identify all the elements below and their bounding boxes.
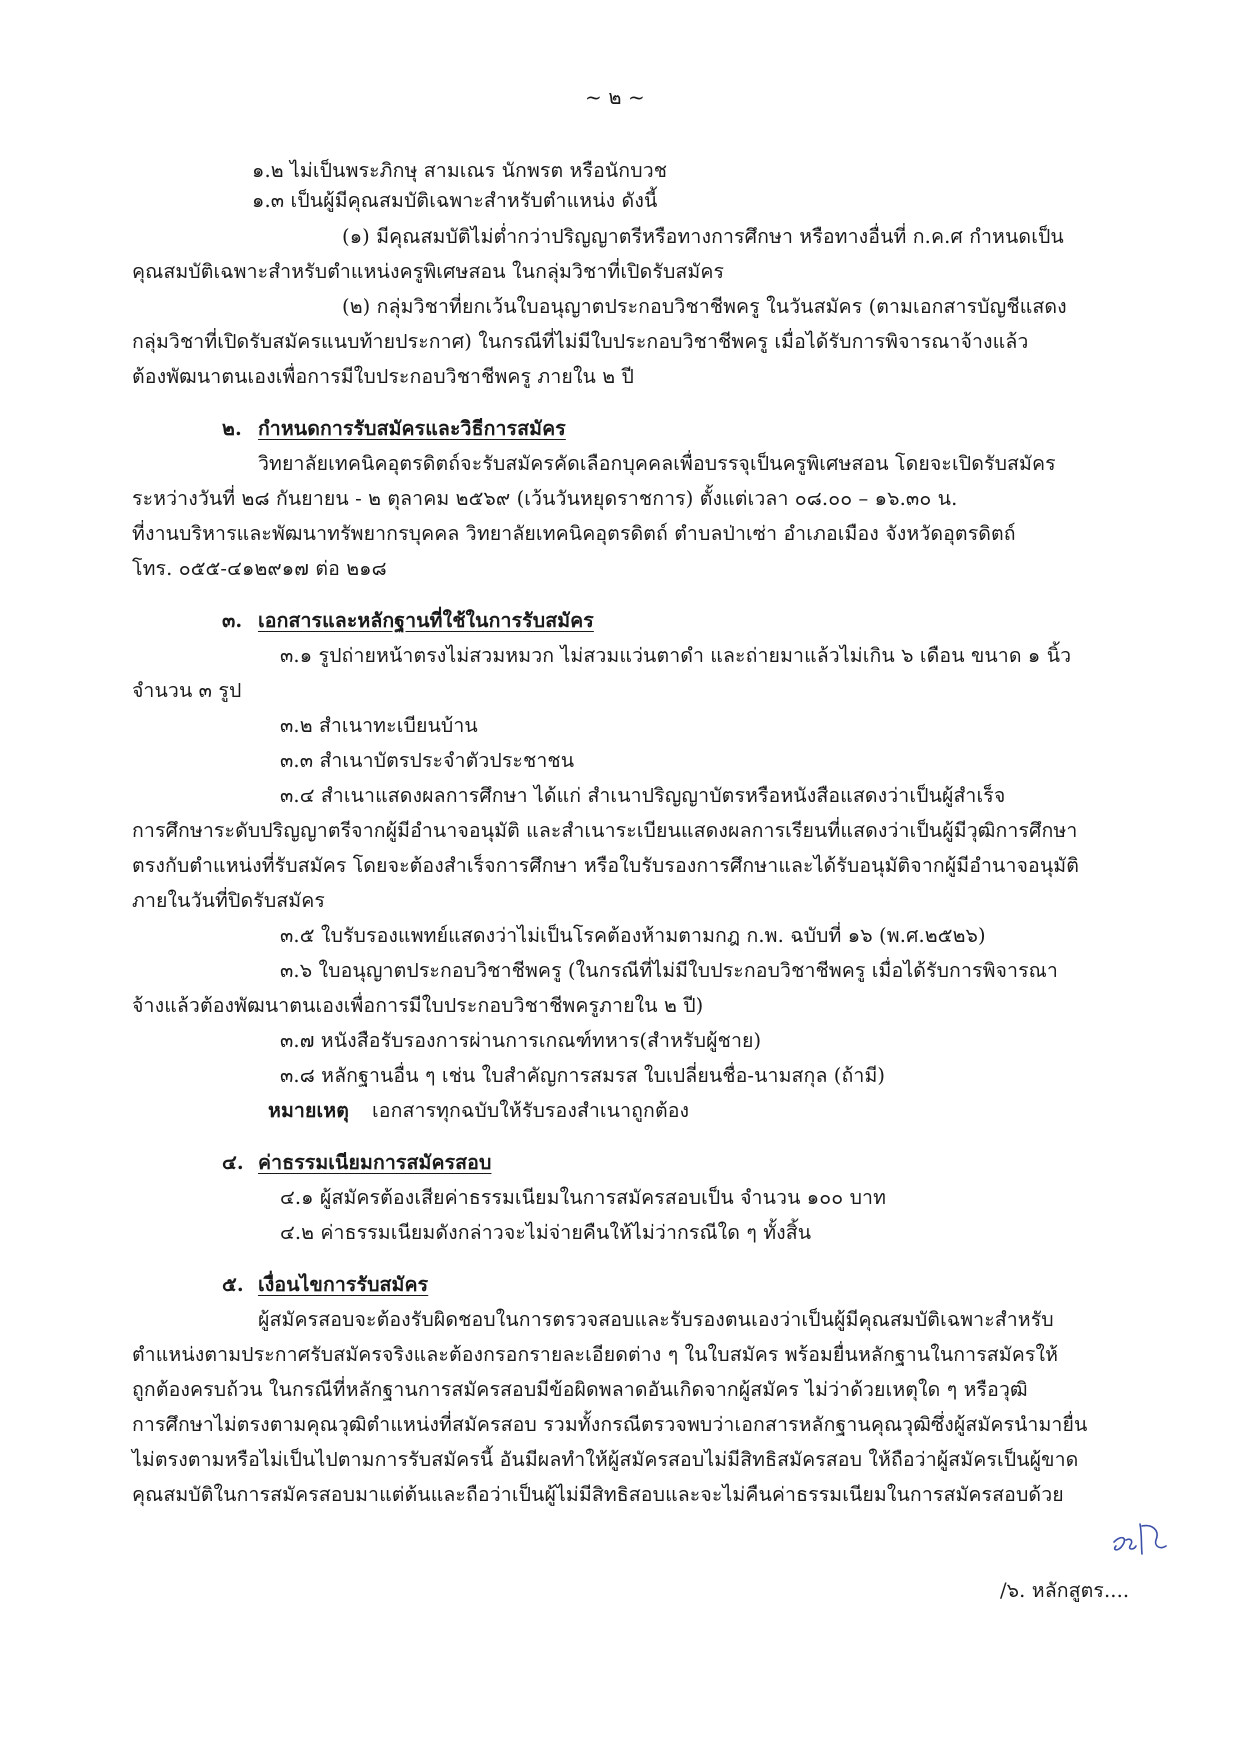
item-3-7: ๓.๗ หนังสือรับรองการผ่านการเกณฑ์ทหาร(สำหรับผู้ชาย) [280, 1029, 762, 1052]
item-3-2: ๓.๒ สำเนาทะเบียนบ้าน [280, 714, 478, 737]
section-5-para-6: คุณสมบัติในการสมัครสอบมาแต่ต้นและถือว่าเป็นผู้ไม่มีสิทธิสอบและจะไม่คืนค่าธรรมเนียมในการสมัครสอบด้วย [132, 1483, 1064, 1506]
section-2-para-3: ที่งานบริหารและพัฒนาทรัพยากรบุคคล วิทยาลัยเทคนิคอุตรดิตถ์ ตำบลป่าเซ่า อำเภอเมือง จังหวัดอุตรดิตถ์ [132, 522, 1016, 545]
item-1-3-2-cont2: ต้องพัฒนาตนเองเพื่อการมีใบประกอบวิชาชีพครู ภายใน ๒ ปี [132, 365, 635, 388]
section-5-heading: เงื่อนไขการรับสมัคร [258, 1273, 429, 1296]
section-5-para-2: ตำแหน่งตามประกาศรับสมัครจริงและต้องกรอกรายละเอียดต่าง ๆ ในใบสมัคร พร้อมยื่นหลักฐานในการสมัครให้ [132, 1343, 1059, 1366]
item-1-3-1: (๑) มีคุณสมบัติไม่ต่ำกว่าปริญญาตรีหรือทางการศึกษา หรือทางอื่นที่ ก.ค.ศ กำหนดเป็น [342, 225, 1064, 248]
item-3-4-cont2: ตรงกับตำแหน่งที่รับสมัคร โดยจะต้องสำเร็จการศึกษา หรือใบรับรองการศึกษาและได้รับอนุมัติจากผู้มีอำนาจอนุมัติ [132, 854, 1079, 877]
item-3-5: ๓.๕ ใบรับรองแพทย์แสดงว่าไม่เป็นโรคต้องห้ามตามกฎ ก.พ. ฉบับที่ ๑๖ (พ.ศ.๒๕๒๖) [280, 924, 986, 947]
section-2-para-1: วิทยาลัยเทคนิคอุตรดิตถ์จะรับสมัครคัดเลือกบุคคลเพื่อบรรจุเป็นครูพิเศษสอน โดยจะเปิดรับสมัคร [258, 452, 1056, 475]
section-2-para-2: ระหว่างวันที่ ๒๘ กันยายน - ๒ ตุลาคม ๒๕๖๙ (เว้นวันหยุดราชการ) ตั้งแต่เวลา ๐๘.๐๐ – ๑๖.๓๐ น. [132, 487, 958, 510]
item-4-2: ๔.๒ ค่าธรรมเนียมดังกล่าวจะไม่จ่ายคืนให้ไม่ว่ากรณีใด ๆ ทั้งสิ้น [280, 1221, 812, 1244]
section-5-para-1: ผู้สมัครสอบจะต้องรับผิดชอบในการตรวจสอบและรับรองตนเองว่าเป็นผู้มีคุณสมบัติเฉพาะสำหรับ [258, 1308, 1054, 1331]
note-label: หมายเหตุ [268, 1099, 349, 1122]
section-5-para-4: การศึกษาไม่ตรงตามคุณวุฒิตำแหน่งที่สมัครสอบ รวมทั้งกรณีตรวจพบว่าเอกสารหลักฐานคุณวุฒิซึ่งผู้สมัครนำมายื่น [132, 1413, 1088, 1436]
section-2-number: ๒. [222, 417, 242, 440]
section-2-heading: กำหนดการรับสมัครและวิธีการสมัคร [258, 417, 566, 440]
item-1-3: ๑.๓ เป็นผู้มีคุณสมบัติเฉพาะสำหรับตำแหน่ง ดังนี้ [252, 189, 658, 212]
item-3-4-cont3: ภายในวันที่ปิดรับสมัคร [132, 889, 325, 912]
item-1-3-1-cont: คุณสมบัติเฉพาะสำหรับตำแหน่งครูพิเศษสอน ในกลุ่มวิชาที่เปิดรับสมัคร [132, 260, 725, 283]
item-4-1: ๔.๑ ผู้สมัครต้องเสียค่าธรรมเนียมในการสมัครสอบเป็น จำนวน ๑๐๐ บาท [280, 1186, 887, 1209]
item-3-8: ๓.๘ หลักฐานอื่น ๆ เช่น ใบสำคัญการสมรส ใบเปลี่ยนชื่อ-นามสกุล (ถ้ามี) [280, 1064, 886, 1087]
section-2-para-4: โทร. ๐๕๕-๔๑๒๙๑๗ ต่อ ๒๑๘ [132, 557, 387, 580]
section-5-para-5: ไม่ตรงตามหรือไม่เป็นไปตามการรับสมัครนี้ อันมีผลทำให้ผู้สมัครสอบไม่มีสิทธิสมัครสอบ ให้ถือว่าผู้สมัครเป็นผู้ขาด [132, 1448, 1079, 1471]
section-4-heading: ค่าธรรมเนียมการสมัครสอบ [258, 1151, 492, 1174]
signature-initials [1108, 1516, 1168, 1560]
item-1-3-2: (๒) กลุ่มวิชาที่ยกเว้นใบอนุญาตประกอบวิชาชีพครู ในวันสมัคร (ตามเอกสารบัญชีแสดง [342, 295, 1067, 318]
note-text: เอกสารทุกฉบับให้รับรองสำเนาถูกต้อง [372, 1099, 690, 1122]
item-1-3-2-cont: กลุ่มวิชาที่เปิดรับสมัครแนบท้ายประกาศ) ในกรณีที่ไม่มีใบประกอบวิชาชีพครู เมื่อได้รับการพิจารณาจ้างแล้ว [132, 330, 1029, 353]
item-3-4-cont: การศึกษาระดับปริญญาตรีจากผู้มีอำนาจอนุมัติ และสำเนาระเบียนแสดงผลการเรียนที่แสดงว่าเป็นผู้มีวุฒิการศึกษา [132, 819, 1078, 842]
section-5-number: ๕. [222, 1273, 244, 1296]
item-1-2: ๑.๒ ไม่เป็นพระภิกษุ สามเณร นักพรต หรือนักบวช [252, 159, 668, 182]
section-3-number: ๓. [222, 609, 243, 632]
item-3-3: ๓.๓ สำเนาบัตรประจำตัวประชาชน [280, 749, 575, 772]
continuation-marker: /๖. หลักสูตร.... [1000, 1579, 1130, 1602]
section-5-para-3: ถูกต้องครบถ้วน ในกรณีที่หลักฐานการสมัครสอบมีข้อผิดพลาดอันเกิดจากผู้สมัคร ไม่ว่าด้วยเหตุใด ๆ หรือวุฒิ [132, 1378, 1028, 1401]
item-3-4: ๓.๔ สำเนาแสดงผลการศึกษา ได้แก่ สำเนาปริญญาบัตรหรือหนังสือแสดงว่าเป็นผู้สำเร็จ [280, 784, 1006, 807]
item-3-6: ๓.๖ ใบอนุญาตประกอบวิชาชีพครู (ในกรณีที่ไม่มีใบประกอบวิชาชีพครู เมื่อได้รับการพิจารณา [280, 959, 1058, 982]
page-number: ~ ๒ ~ [585, 85, 645, 109]
item-3-1-cont: จำนวน ๓ รูป [132, 679, 242, 702]
section-4-number: ๔. [222, 1151, 244, 1174]
item-3-1: ๓.๑ รูปถ่ายหน้าตรงไม่สวมหมวก ไม่สวมแว่นตาดำ และถ่ายมาแล้วไม่เกิน ๖ เดือน ขนาด ๑ นิ้ว [280, 644, 1072, 667]
item-3-6-cont: จ้างแล้วต้องพัฒนาตนเองเพื่อการมีใบประกอบวิชาชีพครูภายใน ๒ ปี) [132, 994, 704, 1017]
section-3-heading: เอกสารและหลักฐานที่ใช้ในการรับสมัคร [258, 609, 594, 632]
